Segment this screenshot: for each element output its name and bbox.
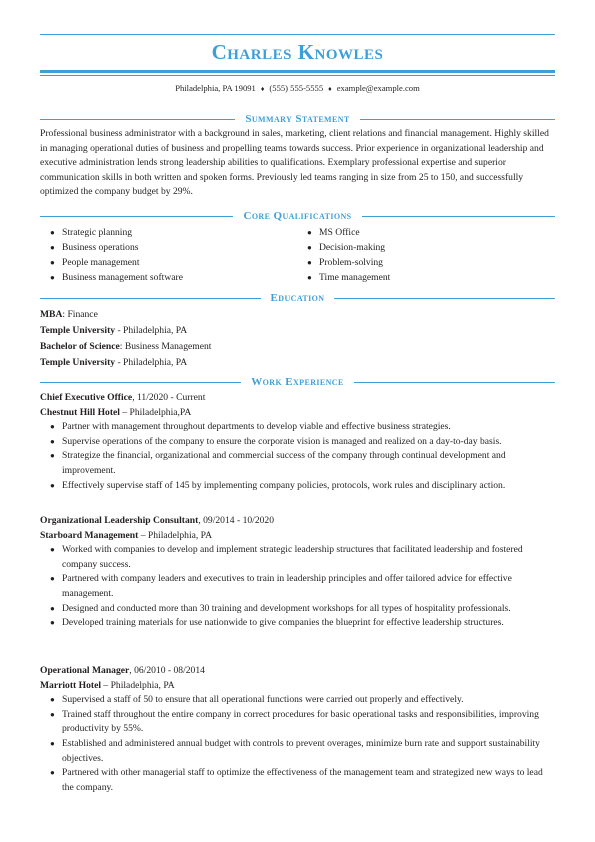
list-item: ● Supervised a staff of 50 to ensure that all operational functions were carried out properly and effectively. (40, 693, 555, 708)
list-item: ● Strategize the financial, organizational and commercial success of the company through continual development and improvement. (50, 450, 506, 476)
disc-bullet-icon: ● (50, 618, 55, 628)
disc-bullet-icon: ● (50, 480, 55, 490)
list-item: ● Established and administered annual budget with controls to prevent overages, minimize burn rate and support sustainability objectives. (50, 737, 540, 764)
job-title-line: Organizational Leadership Consultant, 09/2014 - 10/2020 (40, 515, 275, 526)
education-title: Education (270, 291, 325, 304)
heading-rule-left (40, 382, 241, 383)
list-item: ● Worked with companies to develop and implement strategic leadership structures that facilitated leadership and fostered company success. (50, 544, 523, 570)
job-entry (40, 391, 555, 493)
list-item: ● Partner with management throughout departments to develop viable and effective business strategies. (40, 420, 555, 435)
header-divider-thin (40, 75, 555, 76)
contact-line (0, 82, 595, 95)
list-item: ● Partnered with company leaders and executives to train in leadership principles and offer tailored advice for effective management. (50, 573, 512, 599)
list-item: ● Designed and conducted more than 30 training and development workshops for all types of hospitality professionals. (40, 602, 555, 617)
disc-bullet-icon: ● (50, 768, 55, 778)
list-item: ● Business management software (50, 271, 183, 286)
list-item: ● Supervise operations of the company to ensure the corporate vision is managed and realized on a day-to-day basis. (40, 435, 555, 450)
job-bullet-list (40, 693, 555, 795)
disc-bullet-icon: ● (50, 574, 55, 584)
contact-email: example@example.com (336, 83, 420, 93)
disc-bullet-icon: ● (50, 243, 55, 252)
disc-bullet-icon: ● (50, 436, 55, 446)
education-heading (40, 291, 555, 305)
education-list (40, 308, 555, 372)
qualifications-heading (40, 209, 555, 223)
degree-line: MBA: Finance (40, 309, 98, 320)
header-divider-thick (40, 70, 555, 73)
top-divider (40, 34, 555, 35)
list-item: ● People management (50, 256, 183, 271)
list-item: ● Business operations (50, 241, 183, 256)
list-item: ● Effectively supervise staff of 145 by implementing company policies, protocols, work rules and disciplinary action. (40, 479, 555, 494)
list-item: ● Partnered with other managerial staff to optimize the effectiveness of the management team and strategized new ways to lead the company. (50, 767, 543, 793)
disc-bullet-icon: ● (307, 258, 312, 267)
summary-heading (40, 112, 555, 126)
degree-line: Bachelor of Science: Business Management (40, 341, 212, 352)
disc-bullet-icon: ● (50, 709, 55, 719)
experience-heading (40, 375, 555, 389)
list-item: ● Strategic planning (50, 226, 183, 241)
qualifications-title: Core Qualifications (243, 209, 352, 222)
disc-bullet-icon: ● (307, 273, 312, 282)
list-item: ● Problem-solving (307, 256, 390, 271)
disc-bullet-icon: ● (50, 422, 55, 432)
list-item: ● Time management (307, 271, 390, 286)
heading-rule-right (362, 216, 555, 217)
job-entry (40, 664, 555, 795)
job-company-line: Chestnut Hill Hotel – Philadelphia,PA (40, 406, 192, 418)
disc-bullet-icon: ● (50, 738, 55, 748)
disc-bullet-icon: ● (50, 228, 55, 237)
disc-bullet-icon: ● (50, 451, 55, 461)
list-item: ● Developed training materials for use nationwide to give companies the blueprint for effective leadership structures. (40, 616, 555, 631)
job-company-line: Marriott Hotel – Philadelphia, PA (40, 679, 175, 691)
disc-bullet-icon: ● (307, 243, 312, 252)
heading-rule-right (334, 298, 555, 299)
list-item: ● Trained staff throughout the entire company in correct procedures for basic operational tasks and responsibilities, improving productivity by 55%. (50, 708, 539, 735)
heading-rule-left (40, 119, 235, 120)
qualifications-right-column (307, 226, 390, 286)
job-entry (40, 514, 555, 631)
disc-bullet-icon: ● (50, 695, 55, 705)
job-title-line: Chief Executive Office, 11/2020 - Current (40, 392, 206, 403)
heading-rule-left (40, 216, 233, 217)
contact-phone: (555) 555-5555 (269, 83, 324, 93)
disc-bullet-icon: ● (50, 258, 55, 267)
list-item: ● MS Office (307, 226, 390, 241)
disc-bullet-icon: ● (307, 228, 312, 237)
heading-rule-right (354, 382, 555, 383)
diamond-separator-icon: ♦ (328, 85, 332, 93)
job-company-line: Starboard Management – Philadelphia, PA (40, 529, 213, 541)
summary-text: Professional business administrator with a background in sales, marketing, client relations and financial management. Highly skilled in managing operational duties of business and propelling teams towards success. Prior experience in organizational leadership and executive administration lends strong leadership abilities to qualifications. Exemplary professional expertise and superior communication skills in both written and spoken forms. Previously led teams ranging in size from 25 to 150, and successfully optimized the company budget by 29%. (40, 128, 549, 198)
job-bullet-list (40, 420, 555, 493)
qualifications-left-column (50, 226, 183, 286)
disc-bullet-icon: ● (50, 545, 55, 555)
heading-rule-right (360, 119, 555, 120)
summary-title: Summary Statement (245, 112, 350, 125)
contact-address: Philadelphia, PA 19091 (175, 83, 256, 93)
candidate-name: Charles Knowles (211, 40, 384, 64)
job-title-line: Operational Manager, 06/2010 - 08/2014 (40, 665, 205, 676)
experience-title: Work Experience (251, 375, 344, 388)
school-line: Temple University - Philadelphia, PA (40, 325, 188, 336)
heading-rule-left (40, 298, 261, 299)
school-line: Temple University - Philadelphia, PA (40, 357, 188, 368)
disc-bullet-icon: ● (50, 603, 55, 613)
disc-bullet-icon: ● (50, 273, 55, 282)
list-item: ● Decision-making (307, 241, 390, 256)
job-bullet-list (40, 543, 555, 631)
diamond-separator-icon: ♦ (260, 85, 265, 93)
